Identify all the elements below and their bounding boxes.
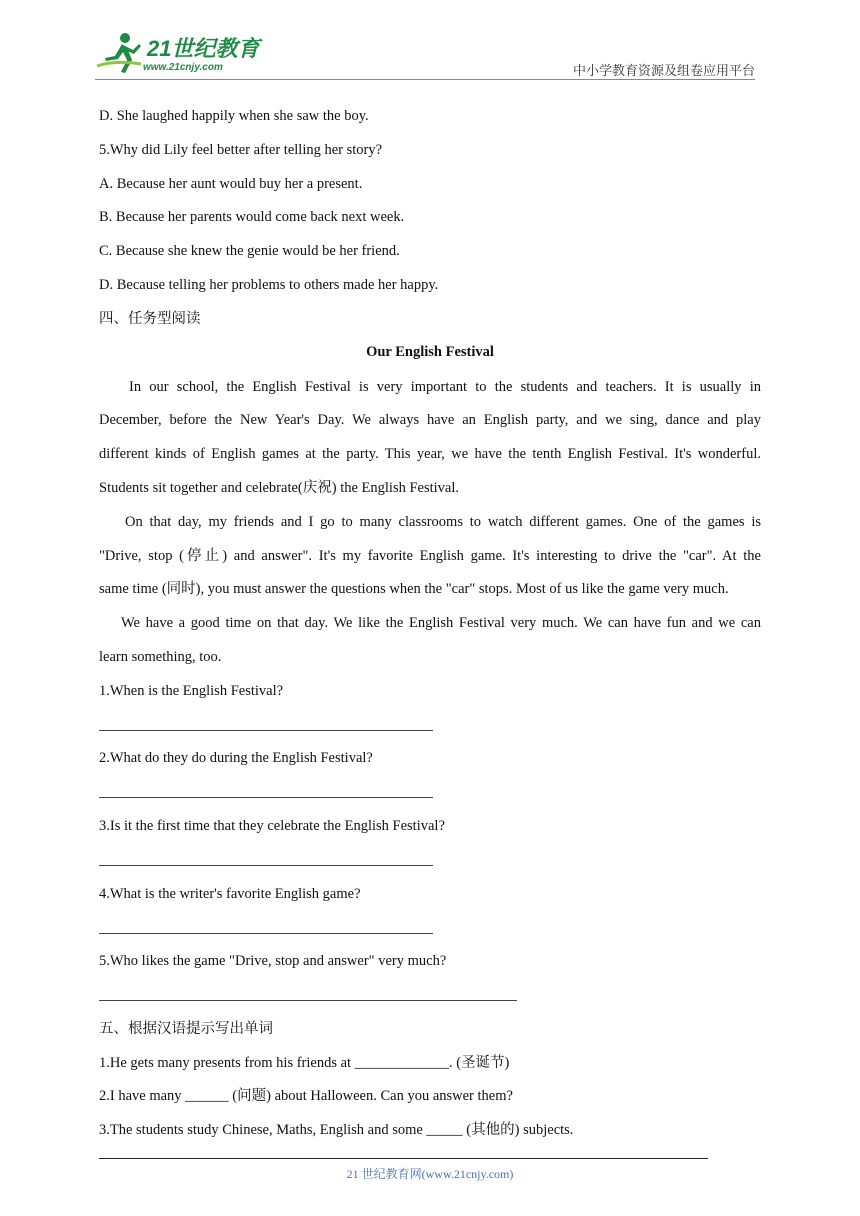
logo-url: www.21cnjy.com — [143, 62, 223, 73]
paragraph-line: We have a good time on that day. We like the English Festival very much. We can have fun and we can — [121, 615, 761, 631]
question: 2.What do they do during the English Festival? — [99, 750, 373, 766]
answer-blank[interactable] — [99, 933, 433, 934]
option-b: B. Because her parents would come back next week. — [99, 209, 405, 225]
paragraph-line: learn something, too. — [99, 649, 222, 665]
option-c: C. Because she knew the genie would be her friend. — [99, 243, 400, 259]
fill-in-item: 1.He gets many presents from his friends at _____________. (圣诞节) — [99, 1055, 510, 1071]
passage-title: Our English Festival — [366, 344, 494, 360]
paragraph-line: "Drive, stop (停止) and answer". It's my favorite English game. It's interesting to drive the "car". At the — [99, 548, 761, 564]
question: 1.When is the English Festival? — [99, 683, 284, 699]
header-divider — [95, 79, 755, 80]
answer-blank[interactable] — [99, 730, 433, 731]
footer-text: 21 世纪教育网(www.21cnjy.com) — [346, 1167, 514, 1181]
option-d: D. She laughed happily when she saw the boy. — [99, 108, 369, 124]
paragraph-line: different kinds of English games at the party. This year, we have the tenth English Festival. It's wonderful. — [99, 446, 761, 462]
page-header — [95, 30, 755, 80]
paragraph-line: On that day, my friends and I go to many classrooms to watch different games. One of the games is — [125, 514, 761, 530]
site-logo — [95, 30, 265, 78]
fill-in-item: 3.The students study Chinese, Maths, English and some _____ (其他的) subjects. — [99, 1122, 574, 1138]
section-heading: 五、根据汉语提示写出单词 — [99, 1021, 273, 1037]
option-d: D. Because telling her problems to others made her happy. — [99, 277, 439, 293]
paragraph-line: December, before the New Year's Day. We always have an English party, and we sing, dance and play — [99, 412, 761, 428]
footer-divider — [99, 1158, 708, 1159]
paragraph-line: Students sit together and celebrate(庆祝) the English Festival. — [99, 480, 460, 496]
answer-blank[interactable] — [99, 865, 433, 866]
section-heading: 四、任务型阅读 — [99, 311, 201, 327]
option-a: A. Because her aunt would buy her a present. — [99, 176, 363, 192]
paragraph-line: same time (同时), you must answer the questions when the "car" stops. Most of us like the game very much. — [99, 581, 729, 597]
answer-blank[interactable] — [99, 797, 433, 798]
question-5: 5.Why did Lily feel better after telling her story? — [99, 142, 383, 158]
fill-in-item: 2.I have many ______ (问题) about Halloween. Can you answer them? — [99, 1088, 513, 1104]
answer-blank[interactable] — [99, 1000, 517, 1001]
platform-name: 中小学教育资源及组卷应用平台 — [572, 63, 755, 78]
paragraph-line: In our school, the English Festival is very important to the students and teachers. It is usually in — [129, 379, 761, 395]
logo-text: 21世纪教育 — [147, 36, 260, 61]
question: 4.What is the writer's favorite English game? — [99, 886, 361, 902]
question: 5.Who likes the game "Drive, stop and answer" very much? — [99, 953, 447, 969]
runner-logo-icon — [95, 30, 145, 76]
question: 3.Is it the first time that they celebrate the English Festival? — [99, 818, 445, 834]
